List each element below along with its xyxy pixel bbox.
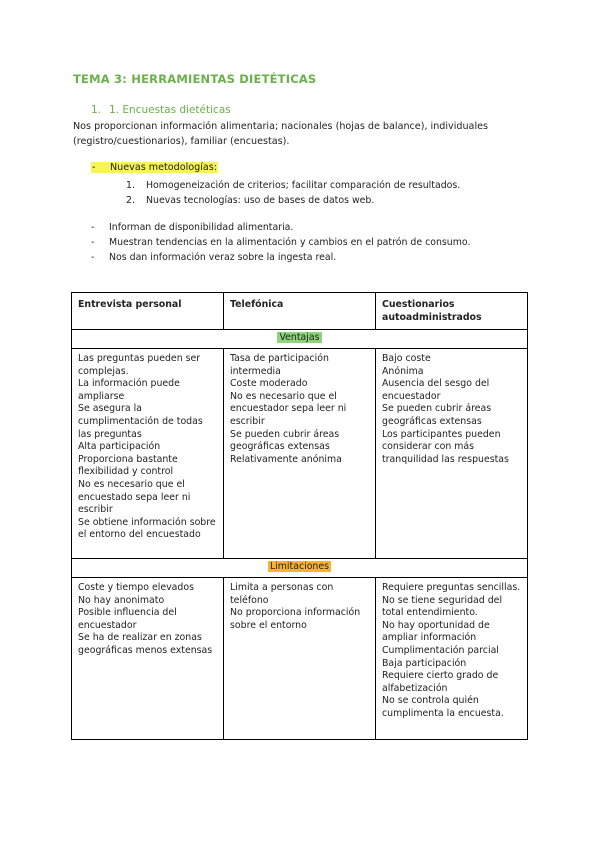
cell-line: Baja participación [382, 657, 467, 669]
limitaciones-section-row [72, 559, 528, 578]
cell-line: No es necesario que el encuestado sepa leer ni escribir [78, 478, 191, 516]
header-cuestionarios: Cuestionarios autoadministrados [376, 293, 528, 330]
cell-line: Se pueden cubrir áreas geográficas extensas [382, 403, 492, 427]
ventajas-section-row [72, 330, 528, 349]
ventajas-cuestionarios [376, 349, 528, 559]
limitaciones-telefonica [224, 578, 376, 740]
cell-line: No se controla quién cumplimenta la encuesta. [382, 695, 504, 719]
list-item [126, 178, 460, 193]
ventajas-section [72, 330, 528, 349]
list-item [91, 250, 470, 265]
cell-line: Cumplimentación parcial [382, 644, 499, 656]
cell-line: Bajo coste [382, 353, 431, 364]
bullet-dash: - [91, 237, 95, 248]
cell-line: Requiere cierto grado de alfabetización [382, 670, 499, 694]
table-row [72, 349, 528, 559]
limitaciones-label: Limitaciones [269, 561, 330, 572]
cell-line: Se pueden cubrir áreas geográficas extensas [230, 428, 340, 453]
table-row [72, 578, 528, 740]
header-entrevista: Entrevista personal [72, 293, 224, 330]
limitaciones-entrevista [72, 578, 224, 740]
cell-line: No hay anonimato [78, 594, 165, 606]
bullet-list [91, 220, 470, 265]
new-methods-dash: - [92, 162, 96, 173]
limitaciones-cuestionarios [376, 578, 528, 740]
page-title: TEMA 3: HERRAMIENTAS DIETÉTICAS [73, 72, 317, 86]
cell-line: Coste y tiempo elevados [78, 582, 194, 593]
list-item-text: Homogeneización de criterios; facilitar comparación de resultados. [146, 180, 461, 191]
cell-line: Ausencia del sesgo del encuestador [382, 378, 490, 402]
cell-line: Se ha de realizar en zonas geográficas menos extensas [78, 632, 213, 656]
list-item [91, 235, 470, 250]
cell-line: Tasa de participación intermedia [230, 353, 329, 377]
bullet-dash: - [91, 252, 95, 263]
list-item-number: 1. [126, 180, 135, 191]
new-methods-label: Nuevas metodologías: [110, 162, 218, 173]
cell-line: No proporciona información sobre el entorno [230, 607, 361, 631]
cell-line: Coste moderado [230, 378, 308, 390]
list-item-text: Muestran tendencias en la alimentación y cambios en el patrón de consumo. [109, 237, 471, 248]
ventajas-telefonica [224, 349, 376, 559]
list-item-number: 2. [126, 195, 135, 206]
cell-line: La información puede ampliarse [78, 378, 180, 402]
cell-line: Relativamente anónima [230, 453, 342, 465]
cell-line: Los participantes pueden considerar con más tranquilidad las respuestas [382, 428, 509, 465]
cell-line: Limita a personas con teléfono [230, 582, 334, 606]
ventajas-entrevista [72, 349, 224, 559]
cell-line: No hay oportunidad de ampliar información [382, 619, 490, 644]
bullet-dash: - [91, 222, 95, 233]
cell-line: Requiere preguntas sencillas. No se tiene seguridad del total entendimiento. [382, 582, 521, 619]
cell-line: Posible influencia del encuestador [78, 607, 177, 631]
table-header-row [72, 293, 528, 330]
section-number: 1. [91, 104, 102, 116]
comparison-table [71, 292, 528, 740]
list-item-text: Nuevas tecnologías: uso de bases de datos web. [146, 195, 375, 206]
cell-line: No es necesario que el encuestador sepa leer ni escribir [230, 390, 347, 427]
list-item-text: Informan de disponibilidad alimentaria. [109, 222, 294, 233]
new-methods-heading [91, 162, 218, 173]
header-telefonica: Telefónica [224, 293, 376, 330]
section-title: 1. Encuestas dietéticas [109, 104, 231, 116]
intro-paragraph: Nos proporcionan información alimentaria; nacionales (hojas de balance), individuales (registro/cuestionarios), familiar (encuestas). [73, 121, 489, 147]
list-item [91, 220, 470, 235]
new-methods-list [126, 178, 460, 208]
cell-line: Alta participación [78, 441, 161, 453]
cell-line: Anónima [382, 365, 424, 377]
section-heading [91, 104, 231, 116]
limitaciones-section [72, 559, 528, 578]
ventajas-label: Ventajas [279, 332, 320, 343]
cell-line: Las preguntas pueden ser complejas. [78, 353, 201, 377]
cell-line: Se obtiene información sobre el entorno del encuestado [78, 516, 216, 541]
cell-line: Proporciona bastante flexibilidad y control [78, 453, 178, 478]
cell-line: Se asegura la cumplimentación de todas las preguntas [78, 403, 203, 440]
list-item-text: Nos dan información veraz sobre la ingesta real. [109, 252, 337, 263]
list-item [126, 193, 460, 208]
